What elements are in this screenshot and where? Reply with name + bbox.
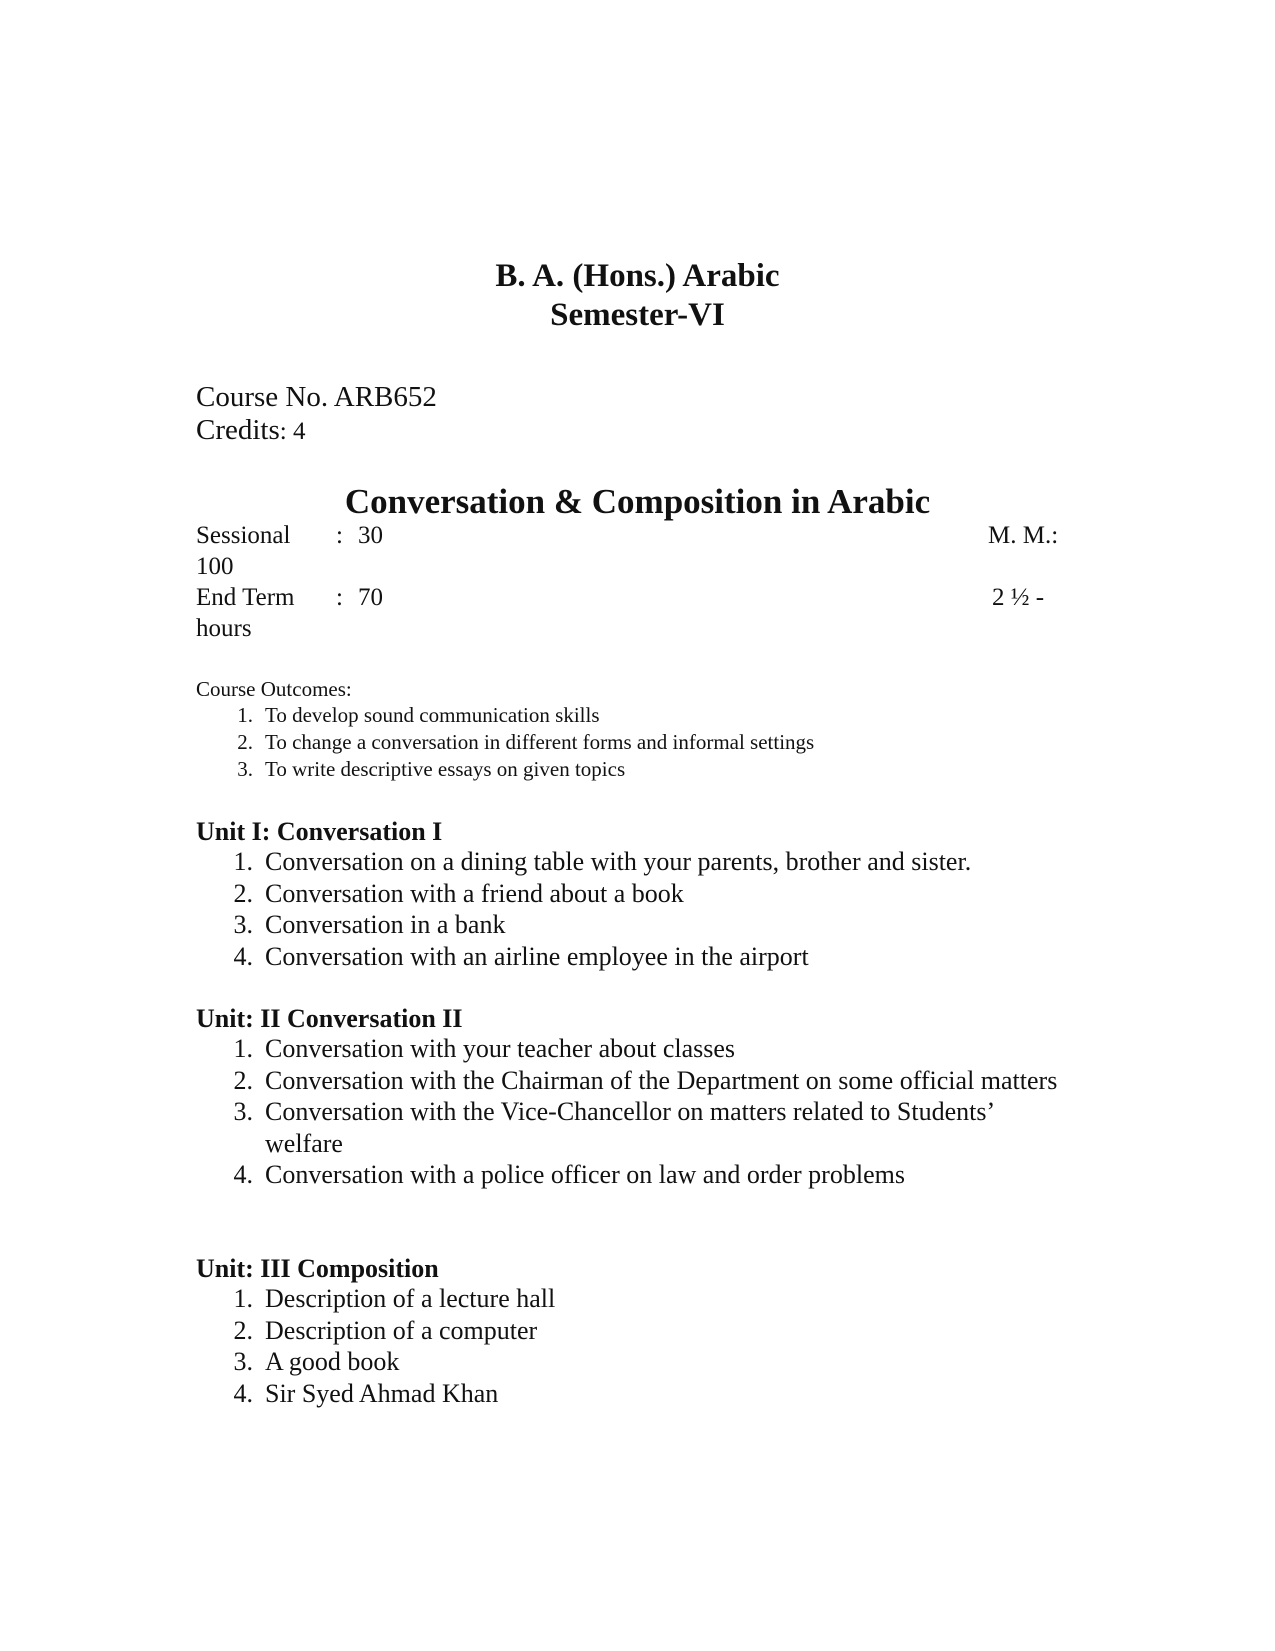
item-number: 1. [237, 703, 253, 727]
sessional-value: 30 [358, 522, 383, 549]
list-item [196, 1378, 1076, 1410]
semester-title: Semester-VI [550, 297, 725, 333]
item-number: 2. [233, 1315, 253, 1345]
item-text: To write descriptive essays on given topics [265, 757, 626, 781]
unit-2-heading: Unit: II Conversation II [196, 1004, 463, 1033]
list-item [196, 702, 814, 729]
list-item [196, 1096, 1076, 1159]
course-outcomes-heading: Course Outcomes: [196, 677, 352, 701]
item-number: 2. [233, 1065, 253, 1095]
end-term-colon: : [336, 584, 343, 611]
duration-label: 2 ½ - [992, 584, 1045, 611]
item-text: Conversation with the Vice-Chancellor on matters related to Students’ welfare [265, 1097, 994, 1158]
item-text: Sir Syed Ahmad Khan [265, 1378, 499, 1408]
item-text: Conversation with a police officer on law and order problems [265, 1160, 905, 1189]
end-term-label: End Term [196, 584, 295, 611]
list-item [196, 909, 1076, 941]
item-number: 1. [233, 1034, 253, 1063]
item-text: Conversation with an airline employee in the airport [265, 941, 809, 971]
unit-2-list [196, 1033, 1076, 1191]
duration-value: hours [196, 615, 252, 642]
item-number: 4. [233, 941, 253, 971]
item-text: To develop sound communication skills [265, 703, 600, 727]
item-number: 3. [233, 1347, 253, 1376]
item-number: 4. [233, 1378, 253, 1408]
list-item [196, 729, 814, 756]
max-marks-value: 100 [196, 553, 234, 580]
item-text: Description of a computer [265, 1315, 538, 1345]
subject-title: Conversation & Composition in Arabic [344, 482, 931, 521]
sessional-label: Sessional [196, 522, 291, 549]
item-number: 1. [233, 847, 253, 876]
item-number: 2. [237, 730, 253, 754]
program-title: B. A. (Hons.) Arabic [495, 258, 780, 294]
item-number: 1. [233, 1284, 253, 1313]
list-item [196, 941, 1076, 973]
end-term-marks-row [196, 583, 383, 613]
item-number: 3. [233, 910, 253, 939]
item-number: 4. [233, 1160, 253, 1189]
list-item [196, 1346, 1076, 1378]
end-term-value: 70 [358, 584, 383, 611]
course-credits [196, 413, 305, 449]
unit-3-heading: Unit: III Composition [196, 1254, 439, 1283]
item-text: A good book [265, 1347, 400, 1376]
item-number: 2. [233, 878, 253, 908]
item-text: Description of a lecture hall [265, 1284, 556, 1313]
unit-1-list [196, 846, 1076, 972]
credits-label: Credits [196, 414, 280, 446]
item-text: To change a conversation in different forms and informal settings [265, 730, 815, 754]
item-text: Conversation on a dining table with your parents, brother and sister. [265, 847, 972, 876]
item-text: Conversation with a friend about a book [265, 878, 684, 908]
list-item [196, 756, 814, 783]
list-item [196, 1065, 1076, 1097]
sessional-marks-row [196, 521, 383, 551]
list-item [196, 1283, 1076, 1315]
course-number: Course No. ARB652 [196, 381, 437, 413]
item-text: Conversation with your teacher about classes [265, 1034, 736, 1063]
item-text: Conversation with the Chairman of the Department on some official matters [265, 1065, 1058, 1095]
list-item [196, 846, 1076, 878]
unit-3-list [196, 1283, 1076, 1409]
list-item [196, 878, 1076, 910]
item-text: Conversation in a bank [265, 910, 506, 939]
list-item [196, 1159, 1076, 1191]
sessional-colon: : [336, 522, 343, 549]
credits-value: : 4 [279, 418, 306, 445]
unit-1-heading: Unit I: Conversation I [196, 817, 443, 846]
list-item [196, 1033, 1076, 1065]
list-item [196, 1315, 1076, 1347]
course-outcomes-list [196, 702, 814, 783]
item-number: 3. [237, 757, 253, 781]
item-number: 3. [233, 1097, 253, 1126]
max-marks-label: M. M.: [988, 522, 1059, 549]
